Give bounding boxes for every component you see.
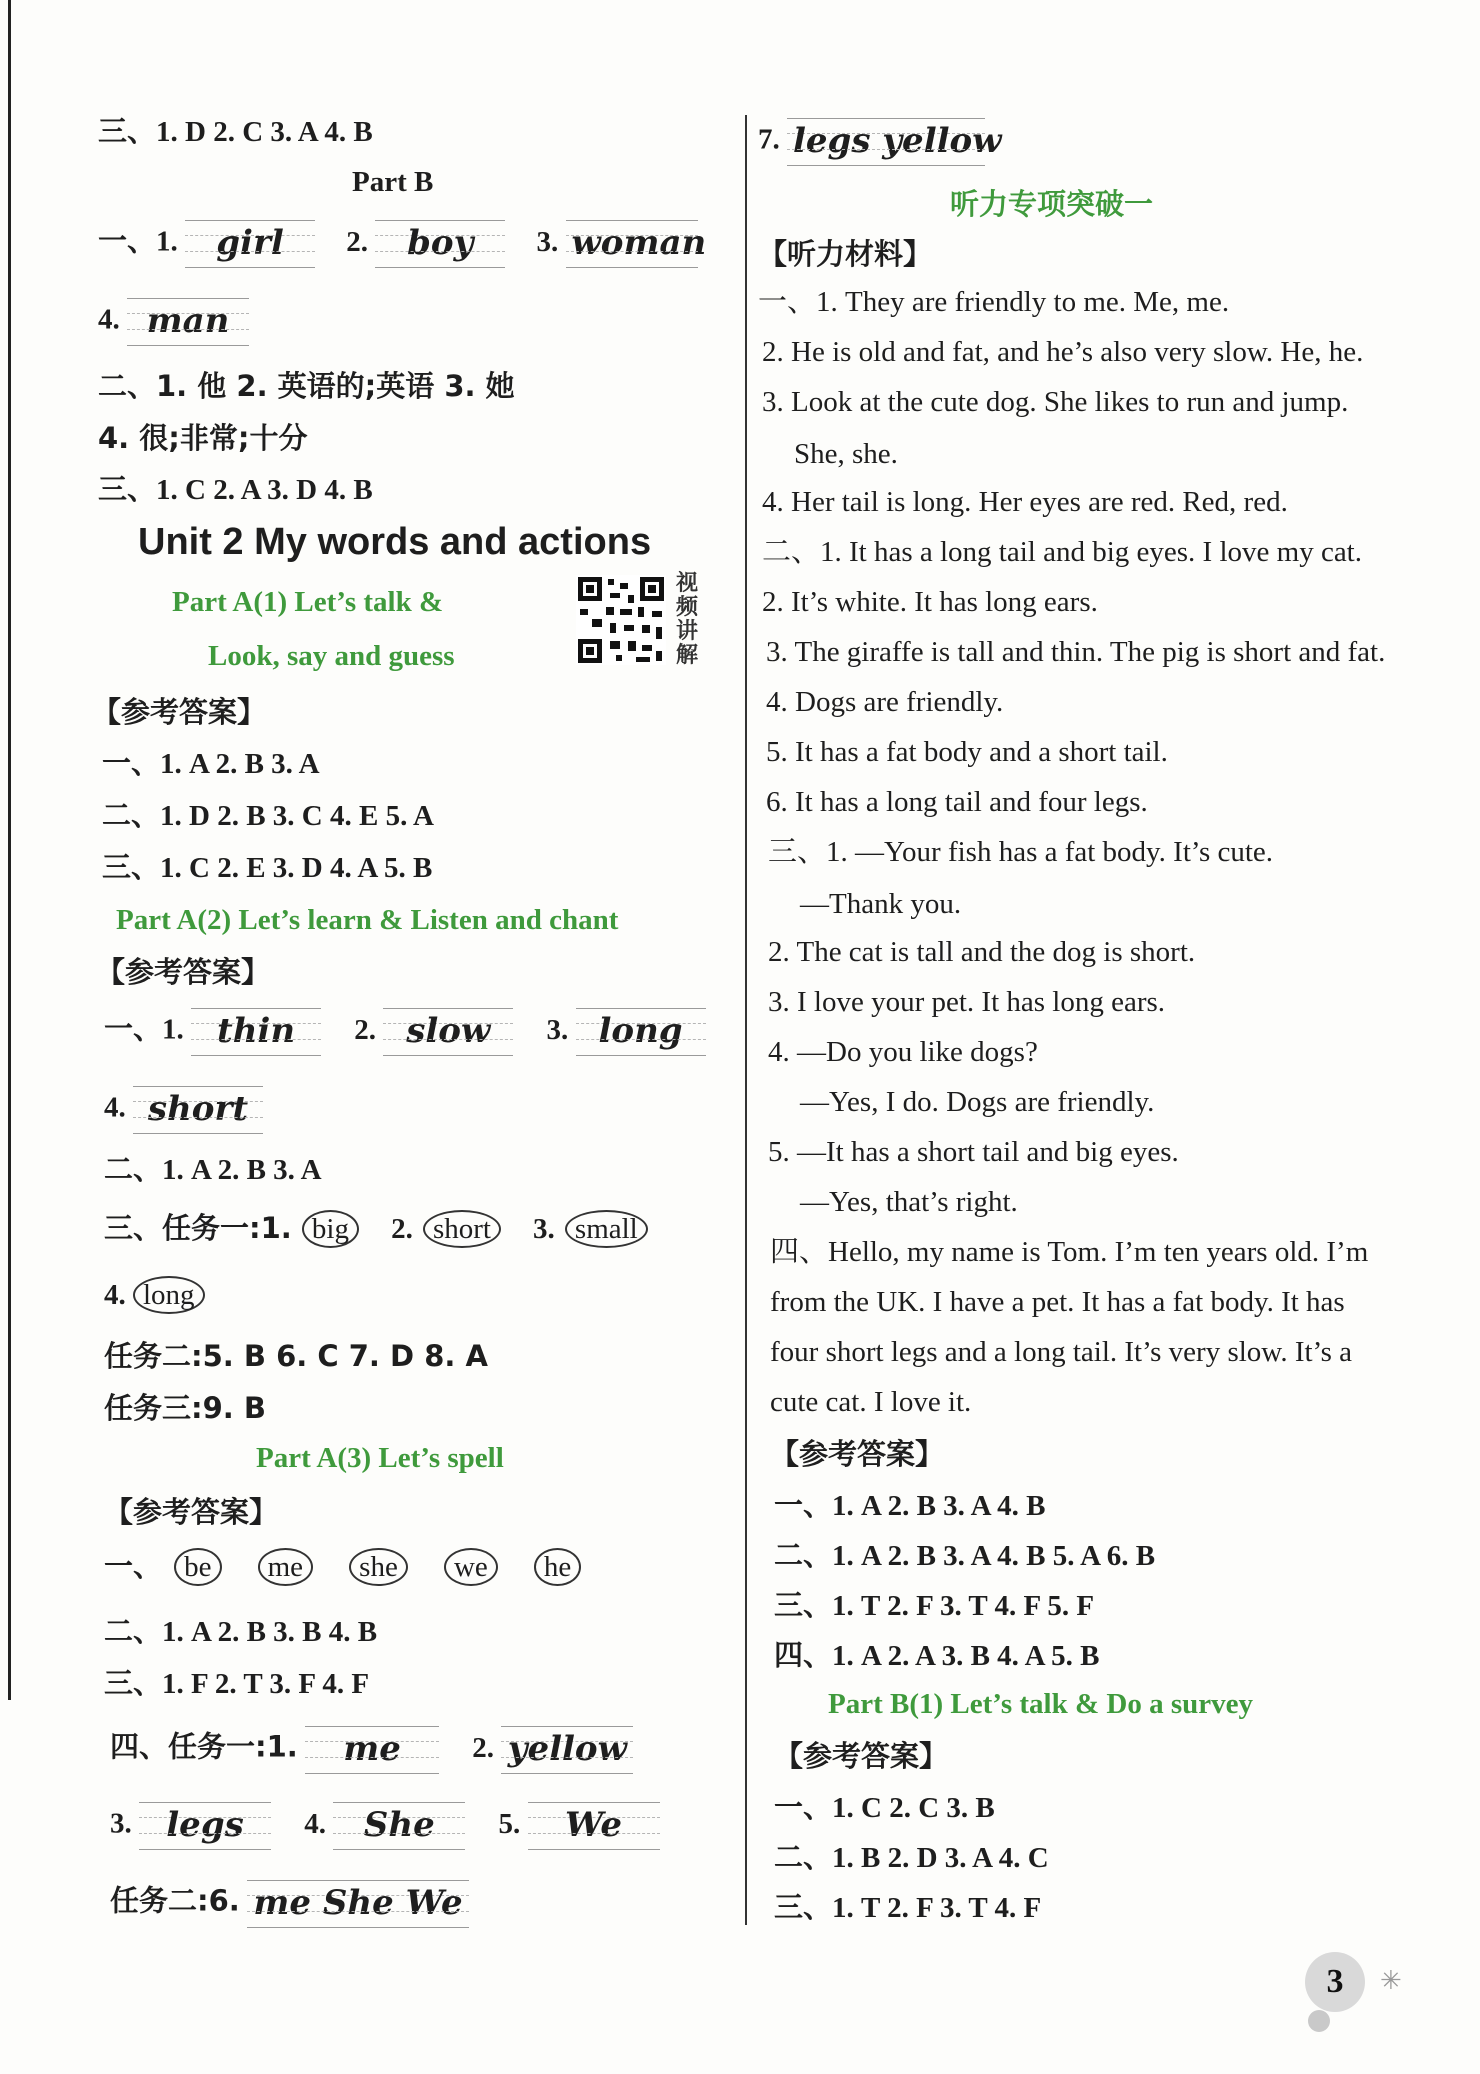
answer-line: 一、1. C 2. C 3. B	[774, 1792, 995, 1824]
answer-line: 二、1. 他 2. 英语的;英语 3. 她	[98, 369, 515, 403]
listening-line: 6. It has a long tail and four legs.	[766, 786, 1148, 818]
answer-line: 一、1. A 2. B 3. A 4. B	[774, 1490, 1046, 1522]
page-number: 3	[1305, 1952, 1365, 2012]
answer-line: 任务二:5. B 6. C 7. D 8. A	[104, 1339, 488, 1373]
answer-blank: man	[127, 298, 249, 346]
section-heading-part-b: Part B	[352, 166, 434, 198]
listening-line: —Yes, that’s right.	[800, 1186, 1018, 1218]
answer-key-heading: 【参考答案】	[774, 1739, 949, 1773]
answer-line: 二、1. A 2. B 3. A 4. B 5. A 6. B	[774, 1540, 1156, 1572]
section-heading: Part A(3) Let’s spell	[256, 1442, 504, 1474]
decorative-dot	[1308, 2010, 1330, 2032]
listening-line: 四、Hello, my name is Tom. I’m ten years old. I’m	[770, 1236, 1369, 1268]
listening-line: 4. —Do you like dogs?	[768, 1036, 1038, 1068]
answer-line: 二、1. A 2. B 3. B 4. B	[104, 1616, 378, 1648]
listening-line: —Yes, I do. Dogs are friendly.	[800, 1086, 1155, 1118]
listening-line: 5. It has a fat body and a short tail.	[766, 736, 1168, 768]
circled-answer: short	[423, 1210, 501, 1248]
circle-task-row: 4. long	[104, 1276, 205, 1314]
listening-line: 4. Her tail is long. Her eyes are red. Red, red.	[762, 486, 1288, 518]
answer-blank: legs	[139, 1802, 271, 1850]
answer-blank: She	[333, 1802, 465, 1850]
answer-blank: yellow	[501, 1726, 633, 1774]
listening-line: four short legs and a long tail. It’s very slow. It’s a	[770, 1336, 1353, 1368]
fill-row-8: 7. legs yellow	[758, 118, 985, 166]
answer-line: 二、1. B 2. D 3. A 4. C	[774, 1842, 1049, 1874]
circled-answer: he	[534, 1548, 581, 1586]
listening-line: She, she.	[794, 438, 898, 470]
answer-line: 三、1. T 2. F 3. T 4. F	[774, 1892, 1042, 1924]
listening-line: 3. The giraffe is tall and thin. The pig is short and fat.	[766, 636, 1386, 668]
answer-line: 三、1. F 2. T 3. F 4. F	[104, 1668, 370, 1700]
answer-line: 三、1. T 2. F 3. T 4. F 5. F	[774, 1590, 1095, 1622]
answer-blank: thin	[191, 1008, 321, 1056]
answer-key-heading: 【参考答案】	[104, 1495, 279, 1529]
listening-line: cute cat. I love it.	[770, 1386, 972, 1418]
answer-line: 三、1. C 2. E 3. D 4. A 5. B	[102, 852, 433, 884]
listening-line: 4. Dogs are friendly.	[766, 686, 1004, 718]
fill-row-7: 任务二:6. me She We	[110, 1880, 469, 1928]
circled-answer: be	[174, 1548, 221, 1586]
answer-key-heading: 【参考答案】	[92, 695, 267, 729]
answer-line: 一、1. A 2. B 3. A	[102, 748, 320, 780]
fill-row-5: 四、任务一:1. me 2. yellow	[110, 1726, 633, 1774]
answer-line: 四、1. A 2. A 3. B 4. A 5. B	[774, 1640, 1100, 1672]
section-title: 听力专项突破一	[950, 187, 1154, 221]
answer-blank: long	[576, 1008, 706, 1056]
listening-line: —Thank you.	[800, 888, 962, 920]
listening-line: 3. Look at the cute dog. She likes to run and jump.	[762, 386, 1349, 418]
answer-blank: me She We	[247, 1880, 469, 1928]
listening-line: 一、1. They are friendly to me. Me, me.	[758, 286, 1230, 318]
circled-answer: we	[444, 1548, 498, 1586]
answer-blank: boy	[375, 220, 505, 268]
section-heading: Part B(1) Let’s talk & Do a survey	[828, 1688, 1253, 1720]
fill-row-2: 4. man	[98, 298, 249, 346]
answer-line: 二、1. A 2. B 3. A	[104, 1154, 322, 1186]
section-heading: Part A(2) Let’s learn & Listen and chant	[116, 904, 619, 936]
page-edge-line	[8, 0, 11, 1700]
answer-blank: We	[528, 1802, 660, 1850]
answer-blank: legs yellow	[787, 118, 985, 166]
answer-blank: short	[133, 1086, 263, 1134]
answer-line: 二、1. D 2. B 3. C 4. E 5. A	[102, 800, 434, 832]
circled-answer: she	[349, 1548, 408, 1586]
answer-blank: me	[305, 1726, 439, 1774]
answer-key-heading: 【参考答案】	[770, 1437, 945, 1471]
listening-material-heading: 【听力材料】	[758, 237, 933, 271]
section-heading: Part A(1) Let’s talk &	[172, 586, 444, 618]
section-heading: Look, say and guess	[208, 640, 455, 672]
answer-blank: girl	[185, 220, 315, 268]
answer-line: 4. 很;非常;十分	[98, 421, 308, 455]
fill-row-1: 一、1. girl 2. boy 3. woman	[98, 220, 698, 268]
unit-title: Unit 2 My words and actions	[138, 521, 652, 563]
circle-task-row: 三、任务一:1. big 2. short 3. small	[104, 1210, 648, 1248]
column-divider	[745, 115, 747, 1925]
qr-code-icon[interactable]	[576, 575, 666, 665]
spell-row: 一、 be me she we he	[104, 1548, 581, 1586]
listening-line: 2. He is old and fat, and he’s also very slow. He, he.	[762, 336, 1364, 368]
answer-line: 三、1. D 2. C 3. A 4. B	[98, 116, 373, 148]
fill-row-6: 3. legs 4. She 5. We	[110, 1802, 660, 1850]
listening-line: from the UK. I have a pet. It has a fat body. It has	[770, 1286, 1345, 1318]
star-icon: ✳	[1380, 1966, 1402, 1995]
listening-line: 2. The cat is tall and the dog is short.	[768, 936, 1196, 968]
listening-line: 3. I love your pet. It has long ears.	[768, 986, 1166, 1018]
circled-answer: me	[258, 1548, 313, 1586]
circled-answer: big	[302, 1210, 359, 1248]
answer-blank: woman	[566, 220, 698, 268]
qr-label: 视频讲解	[676, 571, 699, 668]
answer-line: 任务三:9. B	[104, 1391, 266, 1425]
listening-line: 二、1. It has a long tail and big eyes. I love my cat.	[762, 536, 1362, 568]
listening-line: 2. It’s white. It has long ears.	[762, 586, 1098, 618]
circled-answer: small	[565, 1210, 648, 1248]
fill-row-4: 4. short	[104, 1086, 263, 1134]
answer-blank: slow	[383, 1008, 513, 1056]
circled-answer: long	[133, 1276, 205, 1314]
fill-row-3: 一、1. thin 2. slow 3. long	[104, 1008, 706, 1056]
answer-line: 三、1. C 2. A 3. D 4. B	[98, 474, 373, 506]
listening-line: 三、1. —Your fish has a fat body. It’s cute.	[768, 836, 1274, 868]
listening-line: 5. —It has a short tail and big eyes.	[768, 1136, 1179, 1168]
answer-key-heading: 【参考答案】	[96, 955, 271, 989]
